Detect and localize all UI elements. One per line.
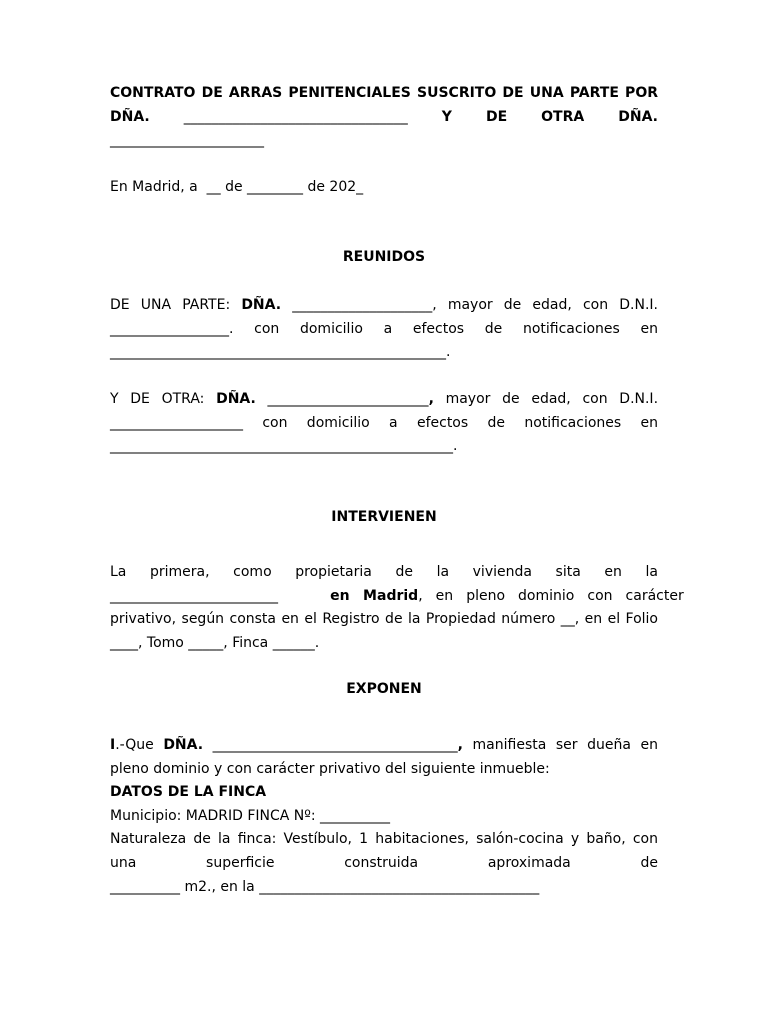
intervienen-line-2-rest: , en pleno dominio con carácter [418, 587, 684, 604]
party-1-dna: DÑA. [241, 297, 282, 313]
naturaleza-line-2-text: una superficie construida aproximada de [110, 854, 658, 871]
party-2-dna: DÑA. [216, 391, 256, 407]
section-heading-exponen: EXPONEN [346, 681, 422, 697]
contract-title [110, 82, 658, 153]
title-word-de: DE [485, 108, 508, 125]
intervienen-line-1 [110, 561, 658, 585]
title-line-3: ______________________ [110, 132, 264, 149]
municipio-line: Municipio: MADRID FINCA Nº: __________ [110, 807, 391, 824]
title-line-1-text: CONTRATO DE ARRAS PENITENCIALES SUSCRITO DE UNA PARTE POR [110, 85, 658, 101]
property-city: en Madrid [330, 587, 419, 604]
intervienen-line-3 [110, 608, 658, 632]
title-blank-1: ________________________________ [183, 108, 408, 125]
exponen-line-1-rest: manifiesta ser dueña en [462, 737, 658, 753]
exponen-paragraph [110, 734, 658, 899]
party-2-line-1 [110, 388, 658, 412]
title-line-1 [110, 82, 658, 106]
party-2-intro: Y DE OTRA: [110, 391, 217, 407]
intervienen-line-2 [110, 585, 684, 609]
party-2-line-2 [110, 412, 658, 436]
title-dna-2: DÑA. [618, 108, 659, 125]
party-1-line-1 [110, 294, 658, 318]
party-2-comma: , [428, 391, 434, 407]
date-line: En Madrid, a __ de ________ de 202_ [110, 179, 364, 195]
exponen-owner-blank: ___________________________________ [203, 737, 458, 753]
exponen-line-1 [110, 734, 658, 758]
exponen-numeral: I [110, 737, 116, 753]
property-address-blank: ________________________ [110, 587, 278, 604]
intervienen-line-4: ____, Tomo _____, Finca ______. [110, 634, 320, 651]
intervienen-line-3-text: privativo, según consta en el Registro de la Propiedad número __, en el Folio [110, 611, 658, 628]
party-2-paragraph [110, 388, 658, 459]
party-1-domicile: _________________. con domicilio a efectos de notificaciones en [110, 320, 658, 337]
party-1-paragraph [110, 294, 658, 365]
party-1-intro: DE UNA PARTE: [110, 297, 242, 313]
party-2-line-3: _________________________________________________. [110, 438, 458, 455]
section-heading-reunidos: REUNIDOS [342, 249, 426, 265]
exponen-que: .-Que [115, 737, 164, 753]
naturaleza-line-1-text: Naturaleza de la finca: Vestíbulo, 1 habitaciones, salón-cocina y baño, con [110, 831, 658, 848]
intervienen-paragraph [110, 561, 684, 655]
title-dna-1: DÑA. [110, 108, 150, 125]
title-word-y: Y [441, 108, 452, 125]
party-1-details: ____________________, mayor de edad, con D.N.I. [281, 297, 658, 313]
exponen-comma: , [457, 737, 463, 753]
party-1-line-2 [110, 318, 658, 342]
section-heading-intervienen: INTERVIENEN [331, 509, 437, 525]
exponen-line-2: pleno dominio y con carácter privativo del siguiente inmueble: [110, 760, 550, 777]
datos-finca-heading: DATOS DE LA FINCA [110, 784, 267, 801]
party-1-line-3: ________________________________________________. [110, 344, 451, 361]
exponen-dna: DÑA. [163, 737, 204, 753]
naturaleza-line-1 [110, 828, 658, 852]
title-line-2 [110, 106, 658, 130]
party-2-domicile: ___________________ con domicilio a efectos de notificaciones en [110, 414, 658, 431]
naturaleza-line-3: __________ m2., en la ________________________________________ [110, 878, 540, 895]
party-2-details: mayor de edad, con D.N.I. [433, 391, 659, 407]
intervienen-line-1-text: La primera, como propietaria de la vivienda sita en la [110, 564, 658, 580]
naturaleza-line-2 [110, 852, 658, 876]
party-2-blank: _______________________ [255, 391, 429, 407]
title-word-otra: OTRA [541, 108, 585, 125]
